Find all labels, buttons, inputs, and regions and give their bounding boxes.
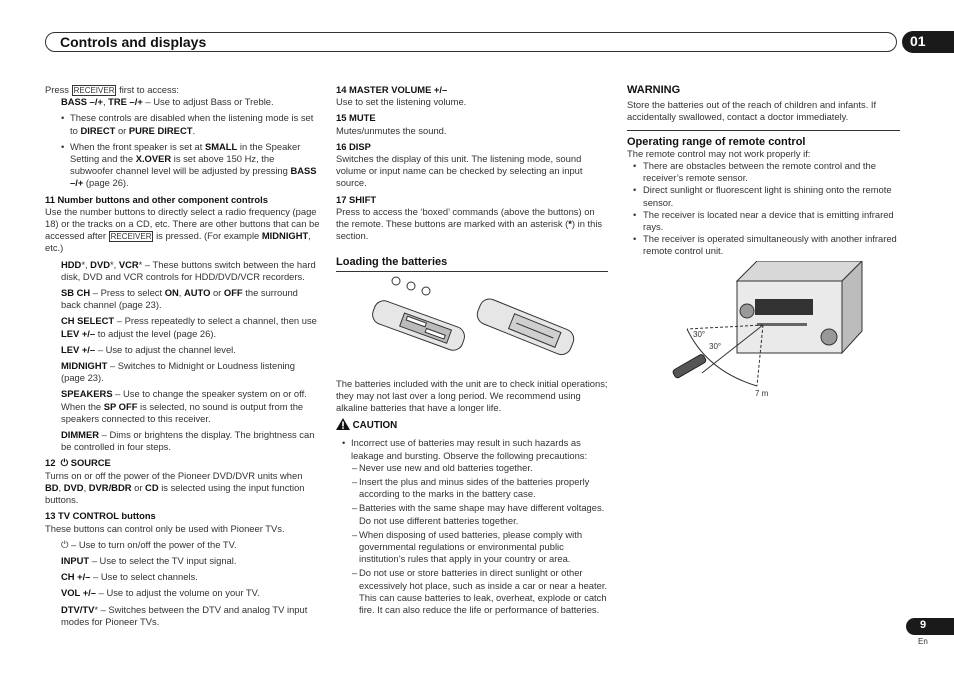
tv-vol-item: VOL +/– – Use to adjust the volume on your TV. [61,587,260,599]
range-text: The remote control may not work properly if: [627,147,811,159]
speakers-item: SPEAKERS – Use to change the speaker system on or off. When the SP OFF is selected, no sound is output from the speakers connected to this receiver. [61,388,307,424]
warning-triangle-icon [336,418,350,430]
section-11-text: Use the number buttons to directly select a radio frequency (page 18) or the tracks on a CD, etc. There are other buttons that can be accessed after RECEIVER is pressed. (For example MIDNIGHT, etc.) [45,205,320,254]
section-14-text: Use to set the listening volume. [336,96,467,108]
column-left [45,84,320,628]
sb-ch-item: SB CH – Press to select ON, AUTO or OFF the surround back channel (page 23). [61,287,298,311]
chapter-number: 01 [910,33,926,49]
caution-bullet: • Incorrect use of batteries may result in such hazards as leakage and bursting. Observe the following precautions: [342,437,608,461]
bullet-small: • When the front speaker is set at SMALL in the Speaker Setting and the X.OVER is set above 150 Hz, the subwoofer channel level will be adjusted by pressing BASS –/+ (page 26). [61,141,320,190]
caution-heading: CAUTION [336,418,608,432]
section-14-title: 14 MASTER VOLUME +/– [336,84,448,95]
page-number-tab [906,618,954,635]
distance-label: 7 m [755,388,769,398]
remote-range-diagram [667,261,867,406]
page-number: 9 [920,619,927,631]
loading-batteries-title: Loading the batteries [336,256,608,271]
power-icon: ⏻ [61,538,69,550]
range-bullet-1: • There are obstacles between the remote control and the receiver’s remote sensor. [627,160,900,184]
section-17-title: 17 SHIFT [336,193,377,205]
column-right [627,84,900,406]
caution-dash-1: – Never use new and old batteries together. [352,462,608,474]
section-13-text: These buttons can control only be used with Pioneer TVs. [45,522,285,534]
section-13-title: 13 TV CONTROL buttons [45,510,156,522]
dimmer-item: DIMMER – Dims or brightens the display. The brightness can be controlled in four steps. [61,429,315,453]
caution-dash-3: – Batteries with the same shape may have different voltages. Do not use different batteries together. [352,502,608,526]
bass-treble-item: BASS –/+, TRE –/+ – Use to adjust Bass or Treble. [61,96,274,108]
section-16-text: Switches the display of this unit. The listening mode, sound volume or input name can be checked by selecting an input source. [336,153,583,189]
tv-power-item: ⏻ – Use to turn on/off the power of the TV. [61,538,237,550]
section-17-text: Press to access the ‘boxed’ commands (above the buttons) on the remote. These buttons are marked with an asterisk (*) in this section. [336,205,603,242]
tv-ch-item: CH +/– – Use to select channels. [61,571,198,583]
hdd-dvd-vcr-item: HDD*, DVD*, VCR* – These buttons switch between the hard disk, DVD and VCR controls for HDD/DVD/VCR recorders. [61,258,316,282]
section-15-text: Mutes/unmutes the sound. [336,124,447,136]
section-12-text: Turns on or off the power of the Pioneer DVD/DVR units when BD, DVD, DVR/BDR or CD is selected using the input function buttons. [45,469,305,506]
range-title: Operating range of remote control [627,135,806,148]
angle-label-1: 30° [693,329,706,339]
lev-item: LEV +/– – Use to adjust the channel level. [61,343,236,355]
caution-dash-5: – Do not use or store batteries in direct sunlight or other excessively hot place, such as inside a car or near a heater. This can cause batteries to leak, overheat, explode or catch fire. It can also reduce the life or performance of batteries. [352,567,608,616]
dtv-tv-item: DTV/TV* – Switches between the DTV and analog TV input modes for Pioneer TVs. [61,603,308,627]
power-icon: ⏻ [60,457,69,469]
section-15-title: 15 MUTE [336,112,376,124]
bullet-direct: • These controls are disabled when the listening mode is set to DIRECT or PURE DIRECT. [61,112,320,136]
caution-dash-4: – When disposing of used batteries, please comply with governmental regulations or environmental public institution’s rules that apply in your country or area. [352,529,608,566]
ch-select-item: CH SELECT – Press repeatedly to select a channel, then use LEV +/– to adjust the level (page 26). [61,315,317,339]
page-header [45,32,897,52]
batteries-text: The batteries included with the unit are to check initial operations; they may not last over a long period. We recommend using alkaline batteries that have a longer life. [336,377,608,414]
angle-label-2: 30° [709,341,722,351]
warning-text: Store the batteries out of the reach of children and infants. If accidentally swallowed, contact a doctor immediately. [627,99,877,123]
section-12-title: 12 ⏻ SOURCE [45,457,111,469]
range-bullet-4: • The receiver is operated simultaneously with another infrared remote control unit. [627,233,900,257]
warning-title: WARNING [627,84,681,96]
tv-input-item: INPUT – Use to select the TV input signal. [61,554,237,566]
range-bullet-3: • The receiver is located near a device that is emitting infrared rays. [627,209,900,233]
caution-dash-2: – Insert the plus and minus sides of the batteries properly according to the marks in the battery case. [352,476,608,500]
section-11-title: 11 Number buttons and other component controls [45,193,268,205]
receiver-box: RECEIVER [73,86,115,95]
section-16-title: 16 DISP [336,140,371,152]
column-middle [336,84,608,616]
chapter-tab [902,31,954,53]
midnight-item: MIDNIGHT – Switches to Midnight or Loudness listening (page 23). [61,360,295,384]
battery-loading-illustration [336,276,608,366]
language-label: En [918,637,928,646]
range-bullet-2: • Direct sunlight or fluorescent light is shining onto the remote sensor. [627,184,900,208]
press-receiver-line: Press RECEIVER first to access: [45,84,180,95]
page-title: Controls and displays [60,34,207,50]
